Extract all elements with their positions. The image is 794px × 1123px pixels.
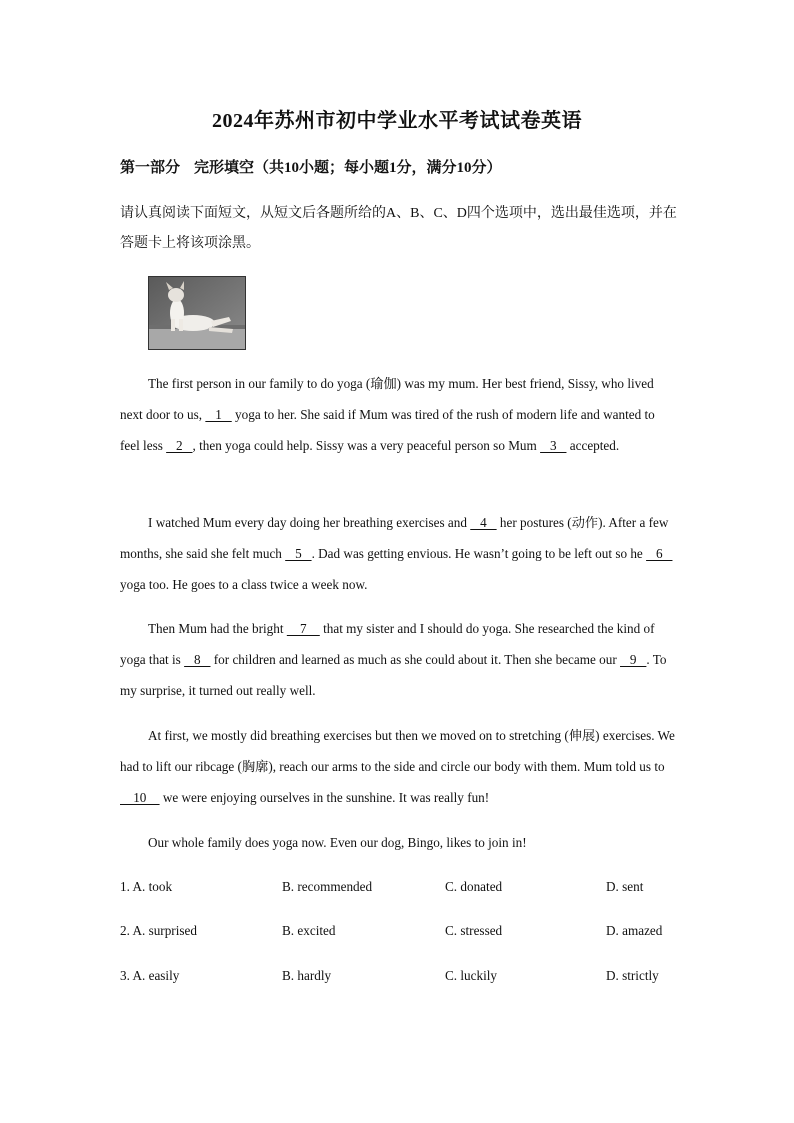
text-segment: yoga to her. She said if Mum was tired of the rush of modern life and wanted to feel less: [120, 407, 655, 453]
page-title: 2024年苏州市初中学业水平考试试卷英语: [212, 110, 582, 132]
text-segment: accepted.: [566, 438, 620, 453]
text-segment: . Dad was getting envious. He wasn’t going to be left out so he: [311, 546, 647, 561]
option-d[interactable]: D. sent: [606, 879, 644, 894]
section-part: 第一部分: [120, 160, 181, 176]
cloze-blank: 1: [205, 407, 232, 422]
paragraph-text: [120, 507, 675, 600]
option-a[interactable]: [120, 968, 179, 984]
dog-yoga-image-icon: [149, 277, 245, 349]
passage-paragraph-4: [120, 720, 675, 813]
option-a[interactable]: [120, 923, 197, 939]
option-b[interactable]: B. excited: [282, 923, 336, 938]
text-segment: I watched Mum every day doing her breathing exercises and: [148, 515, 471, 530]
cloze-blank: 9: [620, 652, 647, 667]
passage-paragraph-2: [120, 507, 675, 600]
option-a[interactable]: [120, 879, 172, 895]
text-segment: her postures (动作). After a few months, she said she felt much: [120, 515, 669, 561]
paragraph-text: [120, 827, 675, 858]
cloze-blank: 3: [540, 438, 567, 453]
question-number: 2.: [120, 923, 130, 938]
text-segment: Then Mum had the bright: [148, 621, 287, 636]
option-c[interactable]: C. donated: [445, 879, 503, 894]
option-text: A. took: [132, 879, 173, 894]
option-c[interactable]: C. stressed: [445, 923, 503, 938]
text-segment: The first person in our family to do yoga (瑜伽) was my mum. Her best friend, Sissy, who lived next door to us,: [120, 376, 654, 422]
paragraph-text: [120, 720, 675, 813]
cloze-blank: 7: [286, 621, 320, 636]
option-c[interactable]: C. luckily: [445, 968, 498, 983]
cloze-blank: 2: [166, 438, 193, 453]
text-segment: Our whole family does yoga now. Even our dog, Bingo, likes to join in!: [148, 835, 527, 850]
cloze-blank: 8: [184, 652, 211, 667]
text-segment: we were enjoying ourselves in the sunshine. It was really fun!: [159, 790, 490, 805]
cloze-blank: 10: [120, 790, 160, 805]
option-text: A. surprised: [132, 923, 197, 938]
question-number: 3.: [120, 968, 130, 983]
option-b[interactable]: B. recommended: [282, 879, 373, 894]
question-row: [120, 968, 680, 988]
text-segment: yoga too. He goes to a class twice a week now.: [120, 577, 368, 592]
question-row: [120, 879, 680, 899]
question-number: 1.: [120, 879, 130, 894]
passage-paragraph-5: [120, 827, 675, 858]
option-d[interactable]: D. strictly: [606, 968, 659, 983]
cloze-blank: 6: [646, 546, 673, 561]
option-text: A. easily: [132, 968, 180, 983]
instructions: 请认真阅读下面短文，从短文后各题所给的A、B、C、D四个选项中，选出最佳选项，并在答题卡上将该项涂黑。: [120, 206, 677, 251]
option-b[interactable]: B. hardly: [282, 968, 332, 983]
paragraph-text: [120, 368, 675, 461]
passage-paragraph-3: [120, 613, 675, 706]
text-segment: At first, we mostly did breathing exercises but then we moved on to stretching (伸展) exercises. We had to lift our ribcage (胸廓), reach our arms to the side and circle our body with them. Mum told us to: [120, 728, 675, 774]
dog-yoga-photo: [148, 276, 246, 350]
passage-paragraph-1: [120, 368, 675, 461]
cloze-blank: 5: [285, 546, 312, 561]
text-segment: , then yoga could help. Sissy was a very peaceful person so Mum: [192, 438, 541, 453]
paragraph-text: [120, 613, 675, 706]
section-heading: [120, 156, 502, 177]
cloze-blank: 4: [470, 515, 497, 530]
question-row: [120, 923, 680, 943]
section-name: 完形填空（共10小题；每小题1分，满分10分）: [194, 160, 502, 176]
option-d[interactable]: D. amazed: [606, 923, 663, 938]
text-segment: that my sister and I should do yoga. She researched the kind of yoga that is: [120, 621, 655, 667]
text-segment: for children and learned as much as she could about it. Then she became our: [210, 652, 621, 667]
text-segment: . To my surprise, it turned out really well.: [120, 652, 667, 698]
